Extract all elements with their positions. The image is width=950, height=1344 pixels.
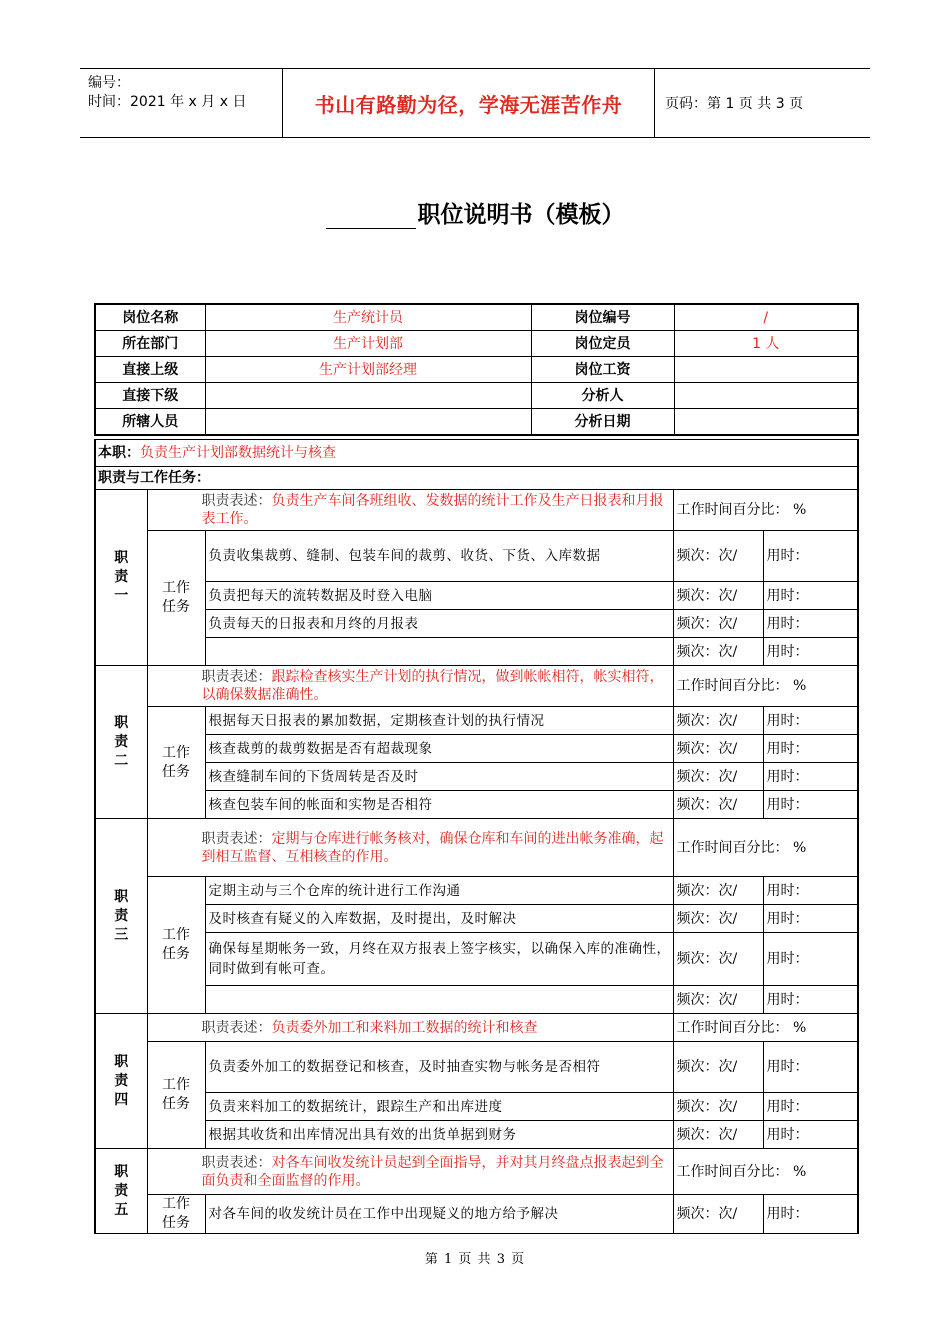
field-label: 分析人: [531, 383, 674, 409]
field-label: 所在部门: [95, 331, 205, 357]
duty-desc-row: [95, 666, 858, 707]
info-row: [95, 357, 858, 383]
work-task-label: 工作 任务: [147, 1042, 205, 1149]
field-label: 岗位工资: [531, 357, 674, 383]
task-text: 负责来料加工的数据统计，跟踪生产和出库进度: [205, 1093, 673, 1121]
info-row: [95, 409, 858, 436]
work-time-percent: 工作时间百分比： %: [673, 819, 858, 877]
info-row: [95, 304, 858, 331]
field-value: 生产计划部经理: [205, 357, 531, 383]
time-used-cell: 用时：: [763, 582, 858, 610]
duty-heading: 职 责 三: [95, 819, 147, 1014]
time-used-cell: 用时：: [763, 707, 858, 735]
work-task-label: 工作 任务: [147, 877, 205, 1014]
task-text: 核查缝制车间的下货周转是否及时: [205, 763, 673, 791]
field-label: 直接下级: [95, 383, 205, 409]
task-row: [95, 610, 858, 638]
field-value: /: [674, 304, 858, 331]
work-time-percent: 工作时间百分比： %: [673, 1014, 858, 1042]
info-row: [95, 331, 858, 357]
field-value: [674, 383, 858, 409]
time-used-cell: 用时：: [763, 1195, 858, 1234]
frequency-cell: 频次：次/: [673, 877, 763, 905]
task-row: [95, 763, 858, 791]
work-task-label: 工作 任务: [147, 531, 205, 666]
task-text: 负责收集裁剪、缝制、包装车间的裁剪、收货、下货、入库数据: [205, 531, 673, 582]
task-row: [95, 531, 858, 582]
page-footer: 第 1 页 共 3 页: [424, 1252, 526, 1267]
main-duty-value: 负责生产计划部数据统计与核查: [140, 445, 336, 461]
time-used-cell: 用时：: [763, 735, 858, 763]
duty-heading: 职 责 五: [95, 1149, 147, 1234]
field-value: [674, 409, 858, 436]
task-row: [95, 1093, 858, 1121]
task-row: [95, 905, 858, 933]
time-used-cell: 用时：: [763, 905, 858, 933]
time-used-cell: 用时：: [763, 1093, 858, 1121]
work-time-percent: 工作时间百分比： %: [673, 490, 858, 531]
duty-desc-row: [95, 490, 858, 531]
field-value: [205, 409, 531, 436]
field-value: 生产统计员: [205, 304, 531, 331]
task-text: 负责把每天的流转数据及时登入电脑: [205, 582, 673, 610]
main-duty-label: 本职：: [98, 445, 140, 461]
duty-description-prefix: 职责表述：: [201, 669, 272, 685]
field-value: 1 人: [674, 331, 858, 357]
info-row: [95, 383, 858, 409]
duty-description-text: 负责生产车间各班组收、发数据的统计工作及生产日报表和月报表工作。: [201, 493, 664, 527]
task-row: [95, 638, 858, 666]
task-row: [95, 1042, 858, 1093]
task-text: [205, 986, 673, 1014]
field-value: [205, 383, 531, 409]
number-label: 编号：: [88, 75, 130, 91]
duty-description-cell: [147, 1149, 673, 1195]
frequency-cell: 频次：次/: [673, 1195, 763, 1234]
task-text: 根据其收货和出库情况出具有效的出货单据到财务: [205, 1121, 673, 1149]
duty-table: [94, 439, 859, 1234]
task-text: 根据每天日报表的累加数据，定期核查计划的执行情况: [205, 707, 673, 735]
task-row: [95, 735, 858, 763]
task-row: [95, 707, 858, 735]
task-text: 负责每天的日报表和月终的月报表: [205, 610, 673, 638]
document-title: [0, 196, 950, 229]
frequency-cell: 频次：次/: [673, 1093, 763, 1121]
duty-heading: 职 责 一: [95, 490, 147, 666]
frequency-cell: 频次：次/: [673, 707, 763, 735]
time-used-cell: 用时：: [763, 1042, 858, 1093]
task-text: 负责委外加工的数据登记和核查，及时抽查实物与帐务是否相符: [205, 1042, 673, 1093]
frequency-cell: 频次：次/: [673, 638, 763, 666]
duty-description-prefix: 职责表述：: [201, 830, 272, 847]
field-label: 岗位定员: [531, 331, 674, 357]
task-row: [95, 1195, 858, 1234]
field-value: 生产计划部: [205, 331, 531, 357]
work-time-percent: 工作时间百分比： %: [673, 1149, 858, 1195]
time-used-cell: 用时：: [763, 531, 858, 582]
frequency-cell: 频次：次/: [673, 1121, 763, 1149]
main-duty-cell: [95, 440, 858, 467]
tasks-heading-row: [95, 467, 858, 490]
duty-description-text: 跟踪检查核实生产计划的执行情况，做到帐帐相符，帐实相符，以确保数据准确性。: [201, 669, 664, 703]
work-task-label: 工作 任务: [147, 707, 205, 819]
frequency-cell: 频次：次/: [673, 986, 763, 1014]
time-used-cell: 用时：: [763, 986, 858, 1014]
task-row: [95, 582, 858, 610]
duty-desc-row: [95, 1149, 858, 1195]
header-motto-cell: [283, 69, 655, 137]
frequency-cell: 频次：次/: [673, 1042, 763, 1093]
frequency-cell: 频次：次/: [673, 933, 763, 986]
task-text: 对各车间的收发统计员在工作中出现疑义的地方给予解决: [205, 1195, 673, 1234]
task-row: [95, 877, 858, 905]
field-label: 岗位编号: [531, 304, 674, 331]
time-used-cell: 用时：: [763, 763, 858, 791]
time-label: 时间：2021 年 x 月 x 日: [88, 94, 247, 110]
main-duty-row: [95, 440, 858, 467]
work-time-percent: 工作时间百分比： %: [673, 666, 858, 707]
duty-description-cell: [147, 1014, 673, 1042]
field-label: 岗位名称: [95, 304, 205, 331]
task-row: [95, 1121, 858, 1149]
time-used-cell: 用时：: [763, 638, 858, 666]
task-row: [95, 933, 858, 986]
time-used-cell: 用时：: [763, 610, 858, 638]
task-text: 确保每星期帐务一致，月终在双方报表上签字核实，以确保入库的准确性，同时做到有帐可查。: [205, 933, 673, 986]
field-label: 所辖人员: [95, 409, 205, 436]
duty-description-prefix: 职责表述：: [201, 493, 272, 509]
duty-description-cell: [147, 666, 673, 707]
frequency-cell: 频次：次/: [673, 905, 763, 933]
duty-desc-row: [95, 819, 858, 877]
page-code: 页码：第 1 页 共 3 页: [665, 96, 804, 112]
duty-description-cell: [147, 490, 673, 531]
task-text: 定期主动与三个仓库的统计进行工作沟通: [205, 877, 673, 905]
position-info-table: [94, 303, 859, 436]
time-used-cell: 用时：: [763, 791, 858, 819]
tasks-heading: 职责与工作任务：: [95, 467, 858, 490]
duty-heading: 职 责 二: [95, 666, 147, 819]
title-blank-line: [326, 204, 416, 229]
duty-description-text: 对各车间收发统计员起到全面指导，并对其月终盘点报表起到全面负责和全面监督的作用。: [201, 1154, 664, 1189]
frequency-cell: 频次：次/: [673, 531, 763, 582]
field-label: 分析日期: [531, 409, 674, 436]
time-used-cell: 用时：: [763, 1121, 858, 1149]
frequency-cell: 频次：次/: [673, 735, 763, 763]
motto: 书山有路勤为径，学海无涯苦作舟: [314, 92, 623, 117]
frequency-cell: 频次：次/: [673, 763, 763, 791]
duty-description-text: 负责委外加工和来料加工数据的统计和核查: [271, 1019, 538, 1036]
task-text: 及时核查有疑义的入库数据，及时提出，及时解决: [205, 905, 673, 933]
task-text: 核查裁剪的裁剪数据是否有超裁现象: [205, 735, 673, 763]
task-row: [95, 791, 858, 819]
duty-description-prefix: 职责表述：: [201, 1019, 272, 1036]
duty-desc-row: [95, 1014, 858, 1042]
task-text: [205, 638, 673, 666]
duty-heading: 职 责 四: [95, 1014, 147, 1149]
field-label: 直接上级: [95, 357, 205, 383]
frequency-cell: 频次：次/: [673, 610, 763, 638]
frequency-cell: 频次：次/: [673, 582, 763, 610]
duty-description-prefix: 职责表述：: [201, 1154, 272, 1171]
duty-description-cell: [147, 819, 673, 877]
time-used-cell: 用时：: [763, 933, 858, 986]
task-row: [95, 986, 858, 1014]
task-text: 核查包装车间的帐面和实物是否相符: [205, 791, 673, 819]
page-header: [80, 68, 870, 138]
title-text: 职位说明书（模板）: [417, 202, 625, 228]
field-value: [674, 357, 858, 383]
frequency-cell: 频次：次/: [673, 791, 763, 819]
work-task-label: 工作 任务: [147, 1195, 205, 1234]
time-used-cell: 用时：: [763, 877, 858, 905]
duty-description-text: 定期与仓库进行帐务核对，确保仓库和车间的进出帐务准确，起到相互监督、互相核查的作用。: [201, 830, 664, 865]
header-meta: [80, 69, 283, 137]
